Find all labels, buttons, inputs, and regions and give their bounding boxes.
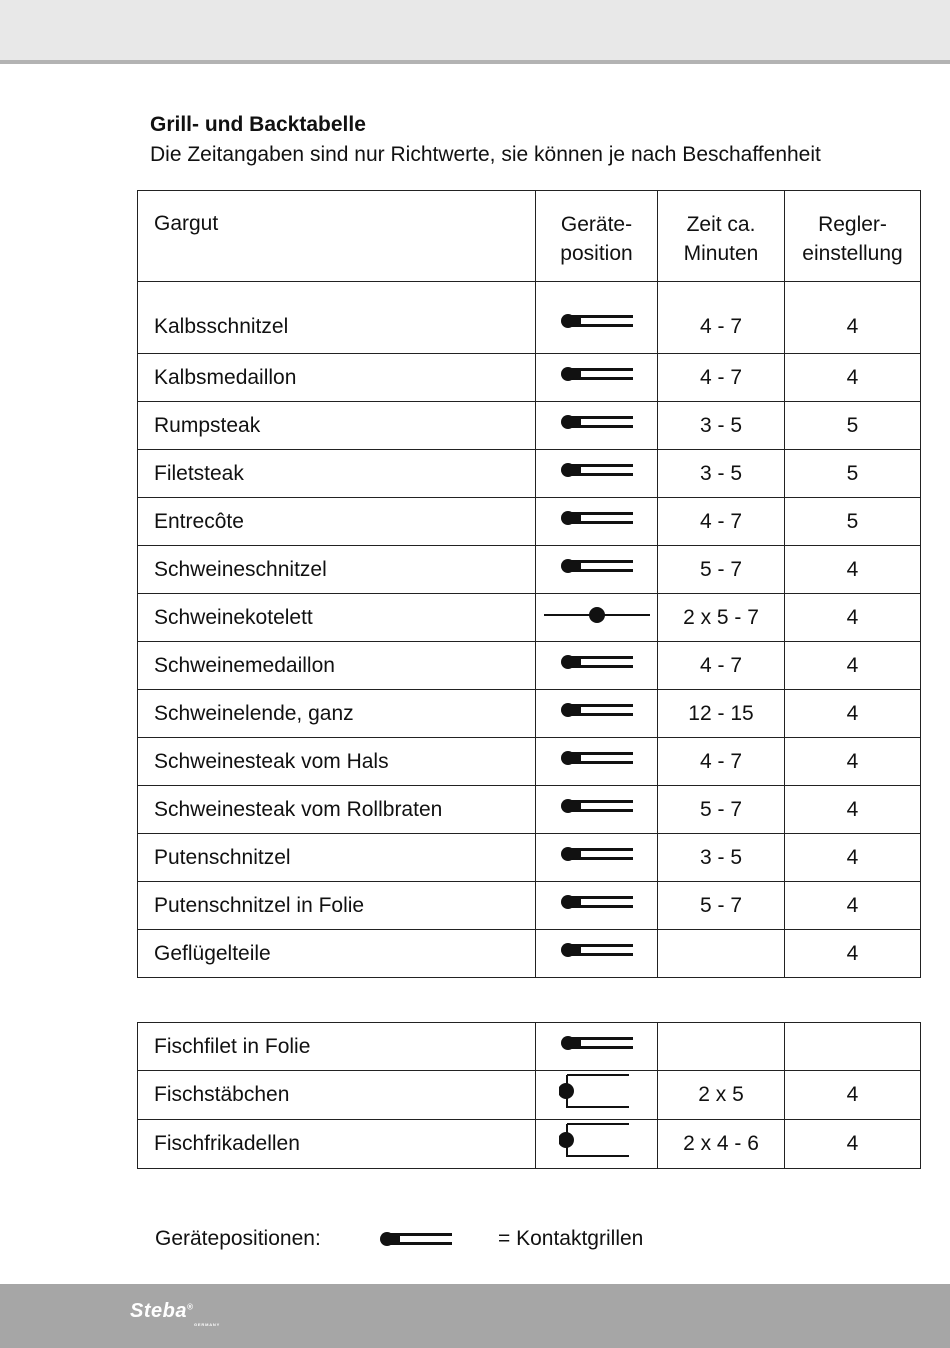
contact-grill-icon — [559, 748, 635, 776]
cell-regler: 4 — [785, 690, 921, 738]
cell-zeit: 3 - 5 — [658, 834, 785, 882]
cell-gargut: Putenschnitzel — [138, 834, 536, 882]
table-row — [138, 642, 921, 690]
table-row — [138, 546, 921, 594]
table-row — [138, 498, 921, 546]
cell-position — [536, 594, 658, 642]
contact-grill-icon — [559, 412, 635, 440]
open-flat-grill-icon — [544, 604, 650, 632]
cell-zeit: 2 x 5 — [658, 1071, 785, 1120]
cell-zeit: 3 - 5 — [658, 450, 785, 498]
cell-zeit: 12 - 15 — [658, 690, 785, 738]
header-regler: Regler- einstellung — [785, 191, 921, 282]
fish-table — [137, 1022, 921, 1169]
cell-zeit — [658, 930, 785, 978]
cell-regler: 4 — [785, 354, 921, 402]
cell-position — [536, 834, 658, 882]
cell-gargut: Schweineschnitzel — [138, 546, 536, 594]
table-row — [138, 690, 921, 738]
cell-regler: 4 — [785, 282, 921, 354]
cell-zeit: 5 - 7 — [658, 546, 785, 594]
cell-regler: 4 — [785, 546, 921, 594]
table-row — [138, 354, 921, 402]
header-band — [0, 0, 950, 64]
cell-gargut: Schweinekotelett — [138, 594, 536, 642]
table-row — [138, 738, 921, 786]
cell-position — [536, 450, 658, 498]
contact-grill-icon — [559, 508, 635, 536]
contact-grill-icon — [378, 1229, 454, 1256]
contact-grill-icon — [559, 940, 635, 968]
open-raised-grill-icon — [559, 1120, 635, 1168]
contact-grill-icon — [559, 1033, 635, 1061]
cell-gargut: Schweinesteak vom Hals — [138, 738, 536, 786]
legend-label: Gerätepositionen: — [155, 1227, 321, 1250]
brand-logo: Steba® GERMANY — [130, 1300, 221, 1327]
cell-position — [536, 402, 658, 450]
cell-position — [536, 786, 658, 834]
cell-gargut: Fischstäbchen — [138, 1071, 536, 1120]
contact-grill-icon — [559, 652, 635, 680]
contact-grill-icon — [559, 700, 635, 728]
cell-regler: 4 — [785, 1071, 921, 1120]
cell-regler: 4 — [785, 930, 921, 978]
table-row — [138, 1023, 921, 1071]
legend-text: = Kontaktgrillen — [498, 1227, 644, 1250]
cell-position — [536, 282, 658, 354]
cell-regler: 4 — [785, 834, 921, 882]
contact-grill-icon — [559, 844, 635, 872]
cell-zeit: 4 - 7 — [658, 498, 785, 546]
table-row — [138, 282, 921, 354]
cell-regler: 4 — [785, 738, 921, 786]
table-row — [138, 1120, 921, 1169]
open-raised-grill-icon — [559, 1071, 635, 1119]
cell-position — [536, 546, 658, 594]
cell-gargut: Rumpsteak — [138, 402, 536, 450]
contact-grill-icon — [559, 364, 635, 392]
cell-regler: 4 — [785, 786, 921, 834]
cell-regler: 5 — [785, 402, 921, 450]
table-row — [138, 450, 921, 498]
cell-gargut: Putenschnitzel in Folie — [138, 882, 536, 930]
cell-position — [536, 690, 658, 738]
cell-position — [536, 738, 658, 786]
cell-regler: 5 — [785, 498, 921, 546]
cell-gargut: Fischfilet in Folie — [138, 1023, 536, 1071]
cell-position — [536, 498, 658, 546]
header-gargut: Gargut — [138, 191, 536, 282]
cell-gargut: Kalbsschnitzel — [138, 282, 536, 354]
cell-regler: 4 — [785, 594, 921, 642]
cell-regler — [785, 1023, 921, 1071]
cell-gargut: Schweinelende, ganz — [138, 690, 536, 738]
cell-gargut: Schweinemedaillon — [138, 642, 536, 690]
cell-zeit: 2 x 5 - 7 — [658, 594, 785, 642]
grill-table — [137, 190, 921, 978]
cell-zeit: 5 - 7 — [658, 786, 785, 834]
cell-gargut: Geflügelteile — [138, 930, 536, 978]
cell-zeit: 2 x 4 - 6 — [658, 1120, 785, 1169]
table-header-row — [138, 191, 921, 282]
cell-gargut: Filetsteak — [138, 450, 536, 498]
contact-grill-icon — [559, 460, 635, 488]
cell-zeit: 4 - 7 — [658, 738, 785, 786]
header-zeit: Zeit ca. Minuten — [658, 191, 785, 282]
cell-position — [536, 882, 658, 930]
cell-zeit: 4 - 7 — [658, 642, 785, 690]
page-subtitle: Die Zeitangaben sind nur Richtwerte, sie können je nach Beschaffenheit — [150, 143, 821, 166]
contact-grill-icon — [559, 311, 635, 339]
cell-position — [536, 642, 658, 690]
cell-position — [536, 1120, 658, 1169]
contact-grill-icon — [559, 892, 635, 920]
table-row — [138, 882, 921, 930]
cell-regler: 4 — [785, 642, 921, 690]
cell-gargut: Kalbsmedaillon — [138, 354, 536, 402]
cell-zeit — [658, 1023, 785, 1071]
table-row — [138, 834, 921, 882]
cell-zeit: 5 - 7 — [658, 882, 785, 930]
contact-grill-icon — [559, 796, 635, 824]
cell-gargut: Entrecôte — [138, 498, 536, 546]
cell-zeit: 4 - 7 — [658, 282, 785, 354]
table-row — [138, 594, 921, 642]
cell-position — [536, 354, 658, 402]
cell-position — [536, 930, 658, 978]
cell-regler: 4 — [785, 882, 921, 930]
table-row — [138, 402, 921, 450]
cell-regler: 5 — [785, 450, 921, 498]
table-row — [138, 930, 921, 978]
header-position: Geräte- position — [536, 191, 658, 282]
table-row — [138, 786, 921, 834]
cell-zeit: 3 - 5 — [658, 402, 785, 450]
cell-gargut: Schweinesteak vom Rollbraten — [138, 786, 536, 834]
cell-position — [536, 1023, 658, 1071]
cell-zeit: 4 - 7 — [658, 354, 785, 402]
contact-grill-icon — [559, 556, 635, 584]
table-row — [138, 1071, 921, 1120]
page-title: Grill- und Backtabelle — [150, 113, 366, 136]
cell-gargut: Fischfrikadellen — [138, 1120, 536, 1169]
cell-position — [536, 1071, 658, 1120]
cell-regler: 4 — [785, 1120, 921, 1169]
